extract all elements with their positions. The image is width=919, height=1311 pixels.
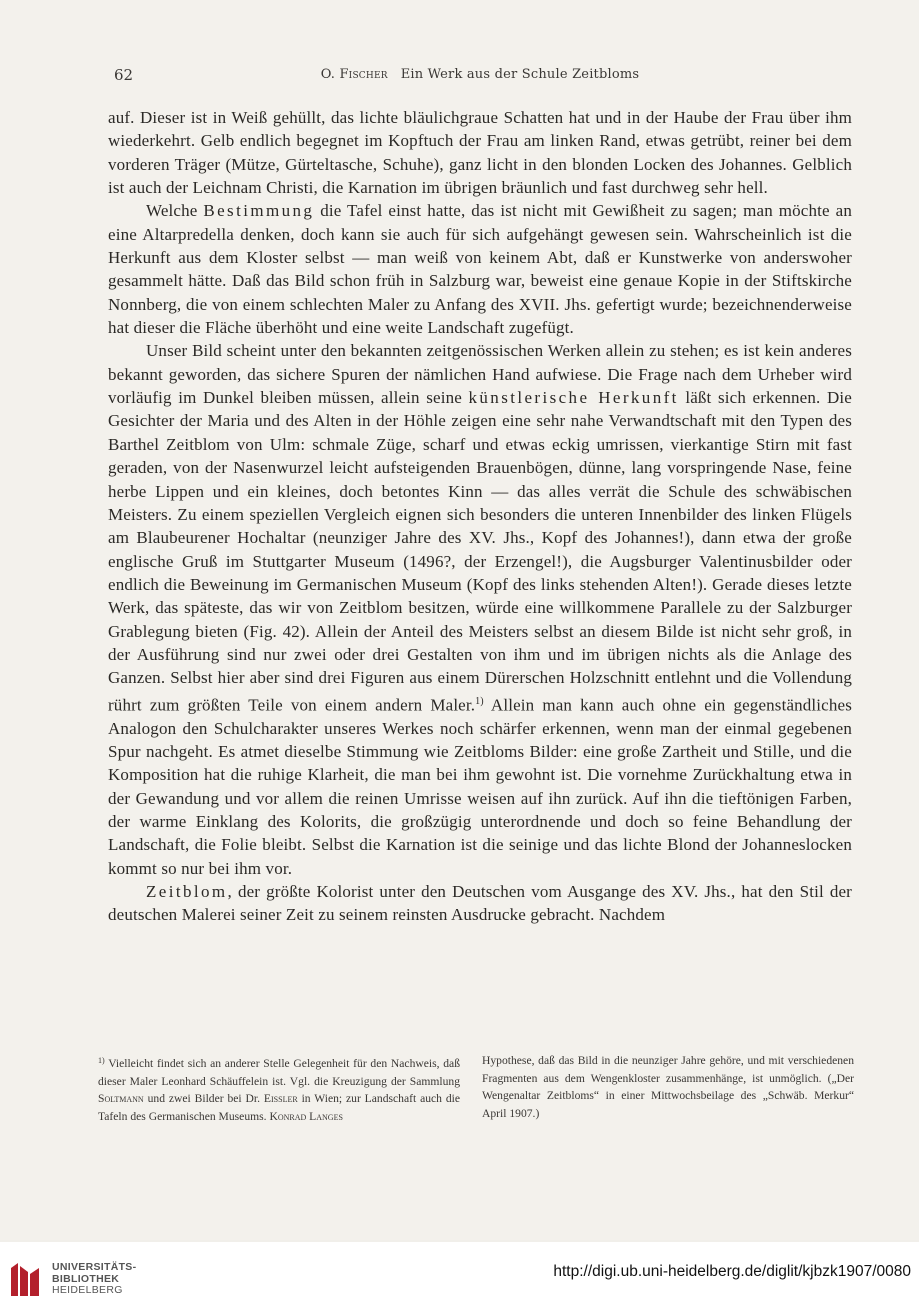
logo-line-2: BIBLIOTHEK <box>52 1272 120 1285</box>
page-number: 62 <box>114 66 134 84</box>
paragraph-2 <box>108 199 852 339</box>
logo-line-1: UNIVERSITÄTS- <box>52 1261 137 1273</box>
footnote-text-2: und zwei Bilder bei Dr. <box>143 1092 264 1106</box>
paragraph-4 <box>108 880 852 927</box>
footnote-name-soltmann: Soltmann <box>98 1092 144 1106</box>
emphasis-kuenstlerische-herkunft: künstlerische Herkunft <box>468 388 679 408</box>
running-head <box>108 64 852 86</box>
running-title <box>108 67 852 82</box>
footnote-column-right <box>482 1052 854 1122</box>
footer-bar <box>0 1242 919 1311</box>
logo-line-3: HEIDELBERG <box>52 1284 123 1296</box>
permalink-url[interactable]: http://digi.ub.uni-heidelberg.de/diglit/kjbzk1907/0080 <box>553 1263 911 1280</box>
paragraph-4-text: , der größte Kolorist unter den Deutschen vom Ausgange des XV. Jhs., hat den Stil der deutschen Malerei seiner Zeit zu seinem reinsten Ausdrucke gebracht. Nachdem <box>108 882 852 925</box>
footnote-marker: 1) <box>98 1056 105 1065</box>
footnote-text-3: in Wien; zur Landschaft auch die Tafeln des Germanischen Museums. <box>98 1092 460 1123</box>
paragraph-1: auf. Dieser ist in Weiß gehüllt, das lichte bläulichgraue Schatten hat und in der Haube der Frau über ihm wiederkehrt. Gelb endlich begegnet im Kopftuch der Frau am linken Rand, etwas getrübt, reiner bei dem vorderen Träger (Mütze, Gürteltasche, Schuhe), ganz licht in den blonden Locken des Johannes. Gelblich ist auch der Leichnam Christi, die Karnation im übrigen bräunlich und fast durchweg sehr hell. <box>108 108 852 198</box>
emphasis-zeitblom: Zeitblom <box>146 882 228 901</box>
library-logo[interactable] <box>8 1260 158 1300</box>
paragraph-2-lead: Welche <box>146 201 204 221</box>
paragraph-3-text-a: Unser Bild scheint unter den bekannten zeitgenössischen Werken allein zu stehen; es ist kein anderes bekannt geworden, das sichere Spuren der nämlichen Hand aufwiese. Die Frage nach dem Urheber wird vorläufig im Dunkel bleiben müssen, allein seine <box>108 341 852 408</box>
paragraph-3-text-c: Allein man kann auch ohne ein gegenständliches Analogon den Schulcharakter unseres Werkes noch schärfer erkennen, wenn man der einmal gegebenen Spur nachgeht. Es atmet dieselbe Stimmung wie Zeitbloms Bilder: eine große Zartheit und Stille, und die Komposition hat die ruhige Klarheit, die man bei ihm gewohnt ist. Die vornehme Zurückhaltung etwa in der Gewandung und vor allem die reinen Umrisse weisen auf ihn zurück. Auf ihn die tieftönigen Farben, der warme Einklang des Kolorits, die großzügig unterordnende und doch so feine Behandlung der Landschaft, die Folie bleibt. Selbst die Karnation ist die seinige und das lichte Blond der Johanneslocken kommt so nur bei ihm vor. <box>108 695 852 878</box>
footnote-name-lange: Konrad Langes <box>269 1109 343 1123</box>
library-logo-text <box>52 1262 136 1297</box>
footnote-name-eissler: Eissler <box>263 1092 298 1106</box>
running-head-title: Ein Werk aus der Schule Zeitbloms <box>400 67 640 82</box>
paragraph-2-text: die Tafel einst hatte, das ist nicht mit Gewißheit zu sagen; man möchte an eine Altarpredella denken, doch kann sie auch für sich aufgehängt gewesen sein. Wahrscheinlich ist die Herkunft aus dem Kloster selbst — man weiß von keinem Abt, daß er Kunstwerke von anderswoher gesammelt hätte. Daß das Bild schon früh in Salzburg war, beweist eine genaue Kopie in der Stiftskirche Nonnberg, die von einem schlechten Maler zu Anfang des XVII. Jhs. gefertigt wurde; bezeichnenderweise hat dieser die Fläche überhöht und eine weite Landschaft zugefügt. <box>108 201 852 338</box>
library-logo-icon <box>8 1260 42 1298</box>
footnote-text-right: Hypothese, daß das Bild in die neunziger Jahre gehöre, und mit verschiedenen Fragmenten aus dem Wengenkloster zusammenhänge, ist unmöglich. („Der Wengenaltar Zeitbloms“ in einer Mittwochsbeilage des „Schwäb. Merkur“ April 1907.) <box>482 1054 854 1120</box>
running-head-author: O. Fischer <box>320 67 388 82</box>
footnotes <box>98 1052 854 1162</box>
footnote-column-left <box>98 1052 460 1125</box>
body-text <box>108 106 852 927</box>
paragraph-3-text-b: läßt sich erkennen. Die Gesichter der Maria und des Alten in der Höhle zeigen eine sehr nahe Verwandtschaft mit den Typen des Barthel Zeitblom von Ulm: schmale Züge, scharf und etwas eckig umrissen, vierkantige Stirn mit fast geraden, von der Nasenwurzel leicht aufsteigenden Brauenbögen, dünne, lang vorspringende Nase, feine herbe Lippen und ein kleines, doch betontes Kinn — das alles verrät die Schule des schwäbischen Meisters. Zu einem speziellen Vergleich eignen sich besonders die unteren Innenbilder des linken Flügels am Blaubeurener Hochaltar (neunziger Jahre des XV. Jhs., Kopf des Johannes!), dann etwa der große englische Gruß im Stuttgarter Museum (1496?, der Erzengel!), die Augsburger Valentinusbilder oder endlich die Beweinung im Germanischen Museum (Kopf des links stehenden Alten!). Gerade dieses letzte Werk, das späteste, das wir von Zeitblom besitzen, würde eine willkommene Parallele zu der Salzburger Grablegung bieten (Fig. 42). Allein der Anteil des Meisters selbst an diesem Bilde ist nicht sehr groß, in der Ausführung sind nur zwei oder drei Gestalten von ihm und im übrigen nichts als die Anlage des Ganzen. Selbst hier aber sind drei Figuren aus einem Dürerschen Holzschnitt entlehnt und die Vollendung rührt zum größten Teile von einem andern Maler. <box>108 388 852 715</box>
emphasis-bestimmung: Bestimmung <box>203 201 315 221</box>
footnote-text-1: Vielleicht findet sich an anderer Stelle Gelegenheit für den Nachweis, daß dieser Maler Leonhard Schäuffelein ist. Vgl. die Kreuzigung der Sammlung <box>98 1057 460 1088</box>
footnote-reference: 1) <box>475 695 484 707</box>
paragraph-3 <box>108 339 852 880</box>
